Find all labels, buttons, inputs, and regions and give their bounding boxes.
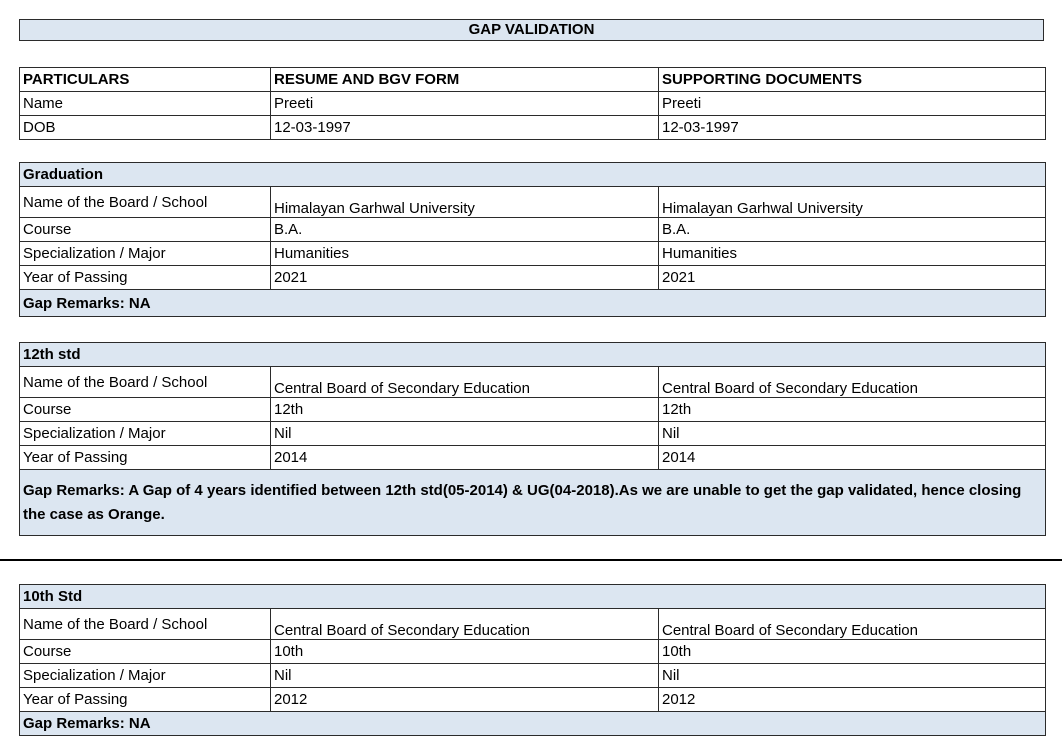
resume-value: 2021	[271, 266, 659, 290]
resume-value: Himalayan Garhwal University	[271, 187, 659, 218]
row-label: Name of the Board / School	[20, 367, 271, 398]
resume-value: Central Board of Secondary Education	[271, 609, 659, 640]
resume-value: 2014	[271, 446, 659, 470]
docs-value: 10th	[659, 640, 1046, 664]
docs-value: 12-03-1997	[659, 116, 1046, 140]
row-label: Specialization / Major	[20, 422, 271, 446]
table-row	[20, 609, 1046, 640]
resume-value: Preeti	[271, 92, 659, 116]
row-label: Course	[20, 640, 271, 664]
docs-value: Nil	[659, 422, 1046, 446]
row-label: Specialization / Major	[20, 664, 271, 688]
remarks-row	[20, 470, 1046, 536]
header-particulars: PARTICULARS	[20, 68, 271, 92]
row-label: Specialization / Major	[20, 242, 271, 266]
docs-value: B.A.	[659, 218, 1046, 242]
row-label: Year of Passing	[20, 688, 271, 712]
row-label: DOB	[20, 116, 271, 140]
resume-value: Nil	[271, 422, 659, 446]
docs-value: 2014	[659, 446, 1046, 470]
table-row	[20, 688, 1046, 712]
resume-value: Central Board of Secondary Education	[271, 367, 659, 398]
row-label: Course	[20, 398, 271, 422]
graduation-table	[19, 162, 1046, 317]
resume-value: 2012	[271, 688, 659, 712]
section-heading-12th: 12th std	[20, 343, 1046, 367]
docs-value: 2012	[659, 688, 1046, 712]
section-heading-10th: 10th Std	[20, 585, 1046, 609]
table-row	[20, 92, 1046, 116]
section-heading-row	[20, 585, 1046, 609]
table-row	[20, 446, 1046, 470]
table-row	[20, 187, 1046, 218]
table-row	[20, 422, 1046, 446]
resume-value: B.A.	[271, 218, 659, 242]
table-row	[20, 367, 1046, 398]
resume-value: Humanities	[271, 242, 659, 266]
table-row	[20, 266, 1046, 290]
row-label: Name of the Board / School	[20, 609, 271, 640]
docs-value: Central Board of Secondary Education	[659, 609, 1046, 640]
docs-value: Humanities	[659, 242, 1046, 266]
table-row	[20, 242, 1046, 266]
table-header-row	[20, 68, 1046, 92]
section-heading-row	[20, 343, 1046, 367]
table-row	[20, 398, 1046, 422]
gap-remarks-10th: Gap Remarks: NA	[20, 712, 1046, 736]
row-label: Name	[20, 92, 271, 116]
table-row	[20, 116, 1046, 140]
docs-value: 2021	[659, 266, 1046, 290]
gap-remarks-graduation: Gap Remarks: NA	[20, 290, 1046, 317]
twelfth-table	[19, 342, 1046, 536]
table-row	[20, 218, 1046, 242]
resume-value: Nil	[271, 664, 659, 688]
row-label: Year of Passing	[20, 446, 271, 470]
resume-value: 10th	[271, 640, 659, 664]
header-resume-bgv: RESUME AND BGV FORM	[271, 68, 659, 92]
section-heading-graduation: Graduation	[20, 163, 1046, 187]
gap-remarks-12th: Gap Remarks: A Gap of 4 years identified between 12th std(05-2014) & UG(04-2018).As we are unable to get the gap validated, hence closing the case as Orange.	[20, 470, 1046, 536]
particulars-table	[19, 67, 1046, 140]
docs-value: 12th	[659, 398, 1046, 422]
row-label: Year of Passing	[20, 266, 271, 290]
resume-value: 12-03-1997	[271, 116, 659, 140]
tenth-table	[19, 584, 1046, 736]
remarks-row	[20, 712, 1046, 736]
page-divider	[0, 559, 1062, 561]
section-heading-row	[20, 163, 1046, 187]
row-label: Name of the Board / School	[20, 187, 271, 218]
table-row	[20, 664, 1046, 688]
remarks-row	[20, 290, 1046, 317]
docs-value: Central Board of Secondary Education	[659, 367, 1046, 398]
docs-value: Himalayan Garhwal University	[659, 187, 1046, 218]
table-row	[20, 640, 1046, 664]
docs-value: Nil	[659, 664, 1046, 688]
page-title: GAP VALIDATION	[19, 19, 1044, 41]
docs-value: Preeti	[659, 92, 1046, 116]
resume-value: 12th	[271, 398, 659, 422]
row-label: Course	[20, 218, 271, 242]
header-supporting-docs: SUPPORTING DOCUMENTS	[659, 68, 1046, 92]
